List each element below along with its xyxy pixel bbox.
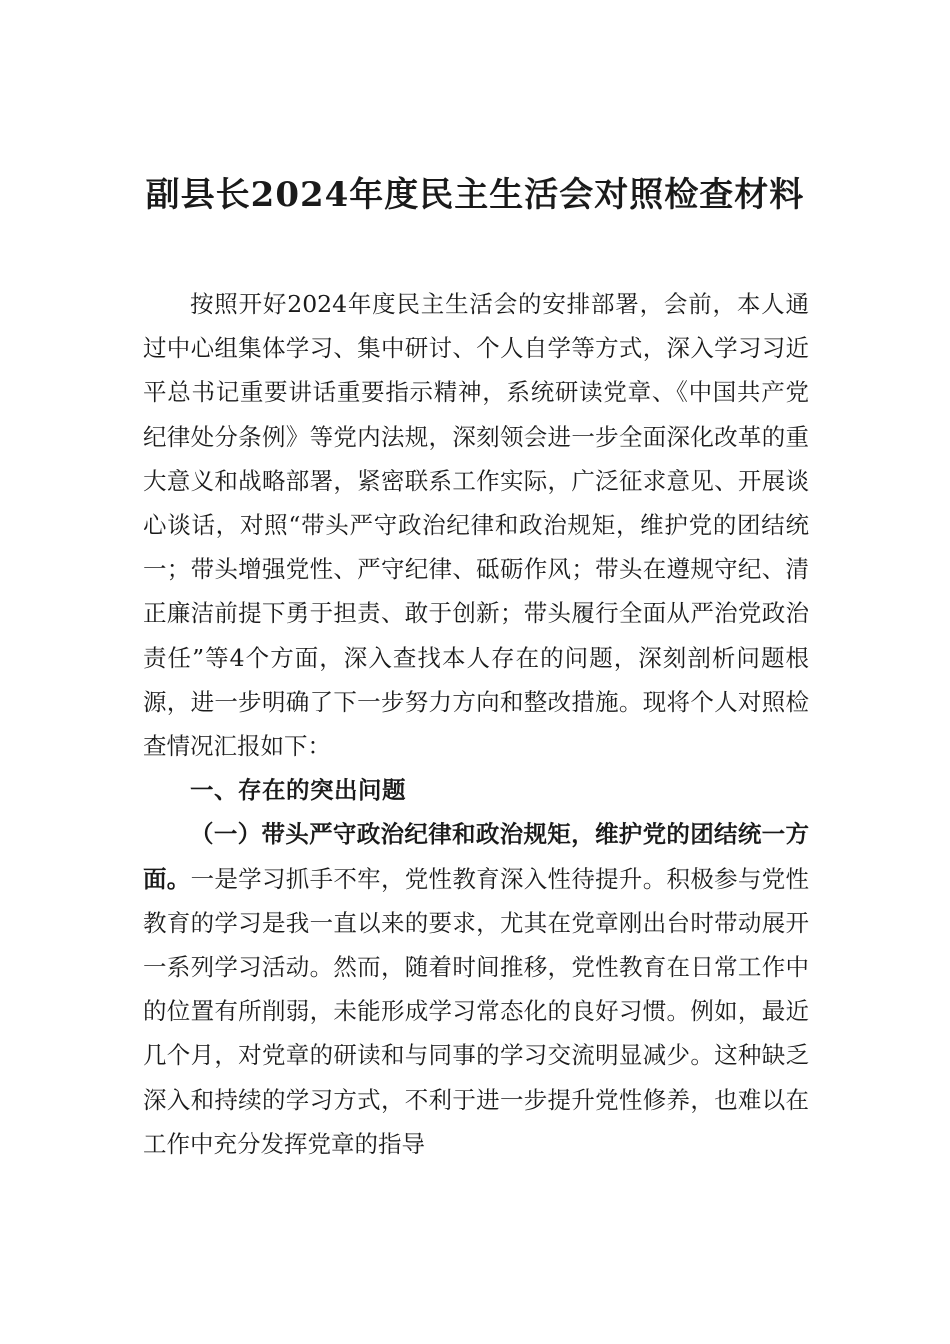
- intro-paragraph: 按照开好2024年度民主生活会的安排部署，会前，本人通过中心组集体学习、集中研讨、个人自学等方式，深入学习习近平总书记重要讲话重要指示精神，系统研读党章、《中国共产党纪律处分条例》等党内法规，深刻领会进一步全面深化改革的重大意义和战略部署，紧密联系工作实际，广泛征求意见、开展谈心谈话，对照“带头严守政治纪律和政治规矩，维护党的团结统一；带头增强党性、严守纪律、砥砺作风；带头在遵规守纪、清正廉洁前提下勇于担责、敢于创新；带头履行全面从严治党政治责任”等4个方面，深入查找本人存在的问题，深刻剖析问题根源，进一步明确了下一步努力方向和整改措施。现将个人对照检查情况汇报如下：: [143, 290, 809, 761]
- point-1-body: 一是学习抓手不牢，党性教育深入性待提升。积极参与党性教育的学习是我一直以来的要求，尤其在党章刚出台时带动展开一系列学习活动。然而，随着时间推移，党性教育在日常工作中的位置有所削弱，未能形成学习常态化的良好习惯。例如，最近几个月，对党章的研读和与同事的学习交流明显减少。这种缺乏深入和持续的学习方式，不利于进一步提升党性修养，也难以在工作中充分发挥党章的指导: [143, 864, 810, 1158]
- point-paragraph-1: [143, 812, 809, 1166]
- point-1-lead: （一）带头严守政治纪律和政治规矩，维护党的团结统一方面。: [143, 820, 809, 893]
- document-title: 副县长2024年度民主生活会对照检查材料: [145, 175, 805, 215]
- section-heading-problems: 一、存在的突出问题: [190, 776, 406, 805]
- document-body: [143, 282, 809, 1166]
